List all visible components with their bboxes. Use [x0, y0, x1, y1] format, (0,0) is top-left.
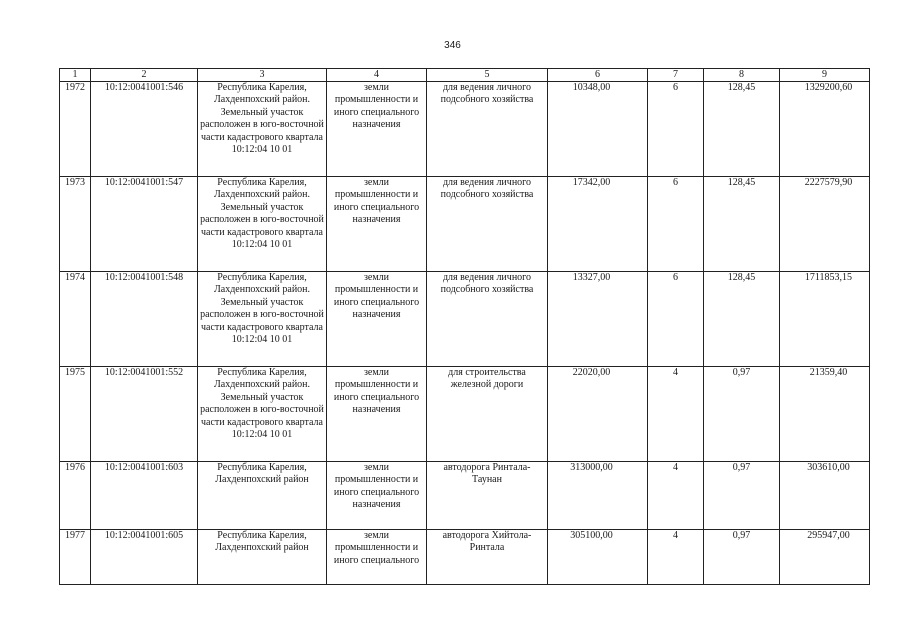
table-body: [60, 82, 870, 585]
cell-group: 4: [648, 367, 704, 462]
table-row: [60, 367, 870, 462]
column-header-9: 9: [780, 69, 870, 82]
cell-cadastral-number: 10:12:0041001:547: [91, 177, 198, 272]
cell-cadastral-value: 2227579,90: [780, 177, 870, 272]
cell-number: 1973: [60, 177, 91, 272]
cell-rate: 0,97: [704, 367, 780, 462]
cell-land-category: земли промышленности и иного специального назначения: [327, 272, 427, 367]
cell-rate: 128,45: [704, 177, 780, 272]
cell-permitted-use: для ведения личного подсобного хозяйства: [427, 272, 548, 367]
cell-permitted-use: для строительства железной дороги: [427, 367, 548, 462]
cell-location: Республика Карелия, Лахденпохский район. Земельный участок расположен в юго-восточной части кадастрового квартала 10:12:04 10 01: [198, 177, 327, 272]
cell-number: 1977: [60, 530, 91, 585]
column-header-3: 3: [198, 69, 327, 82]
cell-area: 22020,00: [548, 367, 648, 462]
cell-cadastral-number: 10:12:0041001:552: [91, 367, 198, 462]
cell-location: Республика Карелия, Лахденпохский район. Земельный участок расположен в юго-восточной части кадастрового квартала 10:12:04 10 01: [198, 82, 327, 177]
cell-land-category: земли промышленности и иного специального: [327, 530, 427, 585]
cell-area: 313000,00: [548, 462, 648, 530]
table-row: [60, 462, 870, 530]
cell-area: 305100,00: [548, 530, 648, 585]
cell-cadastral-number: 10:12:0041001:605: [91, 530, 198, 585]
cell-rate: 0,97: [704, 530, 780, 585]
cell-number: 1974: [60, 272, 91, 367]
cell-number: 1972: [60, 82, 91, 177]
table-row: [60, 530, 870, 585]
cell-group: 4: [648, 530, 704, 585]
column-header-7: 7: [648, 69, 704, 82]
cell-cadastral-number: 10:12:0041001:603: [91, 462, 198, 530]
cell-number: 1976: [60, 462, 91, 530]
cell-area: 10348,00: [548, 82, 648, 177]
column-header-6: 6: [548, 69, 648, 82]
cell-land-category: земли промышленности и иного специального назначения: [327, 177, 427, 272]
cell-group: 4: [648, 462, 704, 530]
cell-permitted-use: для ведения личного подсобного хозяйства: [427, 177, 548, 272]
cell-cadastral-value: 303610,00: [780, 462, 870, 530]
table-row: [60, 177, 870, 272]
table-header: [60, 69, 870, 82]
cell-area: 17342,00: [548, 177, 648, 272]
cell-permitted-use: автодорога Хийтола-Ринтала: [427, 530, 548, 585]
cell-cadastral-value: 1711853,15: [780, 272, 870, 367]
cell-group: 6: [648, 272, 704, 367]
cell-number: 1975: [60, 367, 91, 462]
cell-location: Республика Карелия, Лахденпохский район: [198, 462, 327, 530]
column-header-1: 1: [60, 69, 91, 82]
cell-rate: 0,97: [704, 462, 780, 530]
column-header-4: 4: [327, 69, 427, 82]
column-header-5: 5: [427, 69, 548, 82]
cell-cadastral-number: 10:12:0041001:548: [91, 272, 198, 367]
table-row: [60, 272, 870, 367]
table-row: [60, 82, 870, 177]
cell-cadastral-value: 295947,00: [780, 530, 870, 585]
cell-location: Республика Карелия, Лахденпохский район: [198, 530, 327, 585]
cell-land-category: земли промышленности и иного специального назначения: [327, 82, 427, 177]
cell-group: 6: [648, 177, 704, 272]
land-registry-table: [59, 68, 870, 585]
cell-location: Республика Карелия, Лахденпохский район. Земельный участок расположен в юго-восточной части кадастрового квартала 10:12:04 10 01: [198, 367, 327, 462]
cell-land-category: земли промышленности и иного специального назначения: [327, 367, 427, 462]
header-row: [60, 69, 870, 82]
cell-location: Республика Карелия, Лахденпохский район. Земельный участок расположен в юго-восточной части кадастрового квартала 10:12:04 10 01: [198, 272, 327, 367]
cell-permitted-use: автодорога Ринтала-Таунан: [427, 462, 548, 530]
page-number: 346: [444, 40, 461, 51]
cell-cadastral-number: 10:12:0041001:546: [91, 82, 198, 177]
column-header-8: 8: [704, 69, 780, 82]
cell-rate: 128,45: [704, 272, 780, 367]
cell-cadastral-value: 1329200,60: [780, 82, 870, 177]
cell-land-category: земли промышленности и иного специального назначения: [327, 462, 427, 530]
cell-rate: 128,45: [704, 82, 780, 177]
cell-area: 13327,00: [548, 272, 648, 367]
column-header-2: 2: [91, 69, 198, 82]
cell-cadastral-value: 21359,40: [780, 367, 870, 462]
cell-permitted-use: для ведения личного подсобного хозяйства: [427, 82, 548, 177]
cell-group: 6: [648, 82, 704, 177]
